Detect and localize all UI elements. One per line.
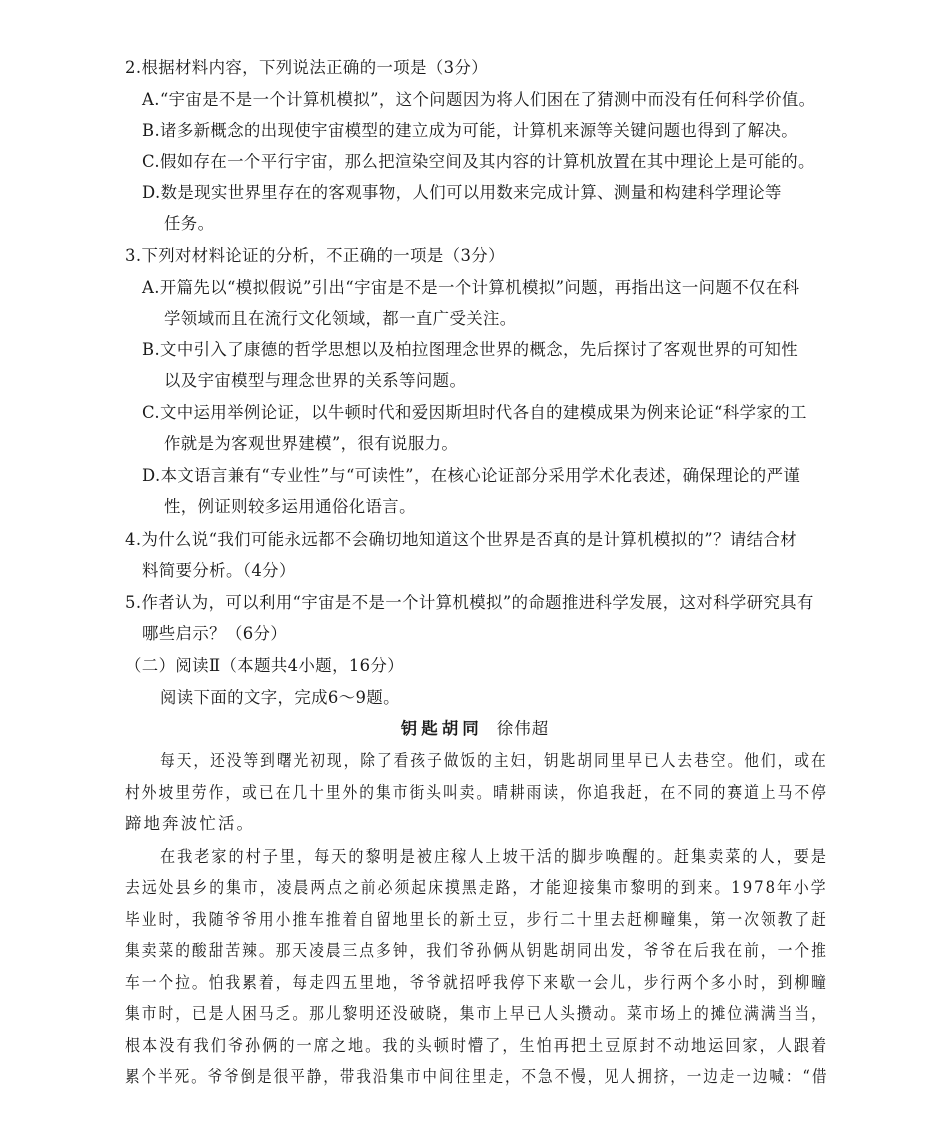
q4-stem: 4.为什么说“我们可能永远都不会确切地知道这个世界是否真的是计算机模拟的”？请结合材 — [125, 530, 798, 549]
story-author: 徐伟超 — [496, 719, 550, 738]
q2-stem: 2.根据材料内容，下列说法正确的一项是（3分） — [125, 58, 489, 77]
story-title: 钥匙胡同 — [400, 719, 483, 738]
q3-option-c: C.文中运用举例论证，以牛顿时代和爱因斯坦时代各自的建模成果为例来论证“科学家的工 — [142, 403, 807, 422]
story-p1-line-2: 村外坡里劳作，或已在几十里外的集市街头叫卖。晴耕雨读，你追我赶，在不同的赛道上马不停 — [125, 783, 828, 802]
q2-option-c: C.假如存在一个平行宇宙，那么把渲染空间及其内容的计算机放置在其中理论上是可能的。 — [142, 152, 815, 171]
q3-option-d-cont: 性，例证则较多运用通俗化语言。 — [164, 497, 416, 516]
story-p2-line-4: 集卖菜的酸甜苦辣。那天凌晨三点多钟，我们爷孙俩从钥匙胡同出发，爷爷在后我在前，一个推 — [125, 941, 828, 960]
story-title-line — [0, 718, 950, 740]
q2-option-d-cont: 任务。 — [164, 214, 215, 233]
story-p1-line-3: 蹄地奔波忙活。 — [125, 814, 256, 833]
q3-stem: 3.下列对材料论证的分析，不正确的一项是（3分） — [125, 246, 505, 265]
q3-option-c-cont: 作就是为客观世界建模”，很有说服力。 — [164, 434, 459, 453]
story-p2-line-8: 累个半死。爷爷倒是很平静，带我沿集市中间往里走，不急不慢，见人拥挤，一边走一边喊：“借 — [125, 1067, 829, 1086]
q2-option-b: B.诸多新概念的出现使宇宙模型的建立成为可能，计算机来源等关键问题也得到了解决。 — [142, 121, 799, 140]
story-p2-line-5: 车一个拉。怕我累着，每走四五里地，爷爷就招呼我停下来歇一会儿，步行两个多小时，到柳疃 — [125, 973, 828, 992]
q3-option-a-cont: 学领域而且在流行文化领域，都一直广受关注。 — [164, 309, 517, 328]
q2-option-a: A.“宇宙是不是一个计算机模拟”，这个问题因为将人们困在了猜测中而没有任何科学价值。 — [142, 90, 816, 109]
story-p2-line-1: 在我老家的村子里，每天的黎明是被庄稼人上坡干活的脚步唤醒的。赶集卖菜的人，要是 — [160, 847, 829, 866]
q3-option-b-cont: 以及宇宙模型与理念世界的关系等问题。 — [164, 371, 467, 390]
section-heading: （二）阅读Ⅱ（本题共4小题，16分） — [125, 656, 405, 675]
q3-option-d: D.本文语言兼有“专业性”与“可读性”，在核心论证部分采用学术化表述，确保理论的严谨 — [142, 466, 801, 485]
story-p2-line-6: 集市时，已是人困马乏。那儿黎明还没破晓，集市上早已人头攒动。菜市场上的摊位满满当当， — [125, 1004, 828, 1023]
q3-option-b: B.文中引入了康德的哲学思想以及柏拉图理念世界的概念，先后探讨了客观世界的可知性 — [142, 340, 799, 359]
q3-option-a: A.开篇先以“模拟假说”引出“宇宙是不是一个计算机模拟”问题，再指出这一问题不仅在科 — [142, 278, 800, 297]
q2-option-d: D.数是现实世界里存在的客观事物，人们可以用数来完成计算、测量和构建科学理论等 — [142, 183, 782, 202]
story-p1-line-1: 每天，还没等到曙光初现，除了看孩子做饭的主妇，钥匙胡同里早已人去巷空。他们，或在 — [160, 751, 828, 770]
q5-stem-cont: 哪些启示？（6分） — [142, 624, 288, 643]
story-p2-line-3: 毕业时，我随爷爷用小推车推着自留地里长的新土豆，步行二十里去赶柳疃集，第一次领教了赶 — [125, 910, 828, 929]
q4-stem-cont: 料简要分析。（4分） — [142, 561, 296, 580]
q5-stem: 5.作者认为，可以利用“宇宙是不是一个计算机模拟”的命题推进科学发展，这对科学研究具有 — [125, 593, 814, 612]
section-instruction: 阅读下面的文字，完成6～9题。 — [160, 688, 400, 707]
story-p2-line-7: 根本没有我们爷孙俩的一席之地。我的头顿时懵了，生怕再把土豆原封不动地运回家，人跟着 — [125, 1036, 829, 1055]
story-p2-line-2: 去远处县乡的集市，凌晨两点之前必须起床摸黑走路，才能迎接集市黎明的到来。1978年小学 — [125, 878, 828, 897]
